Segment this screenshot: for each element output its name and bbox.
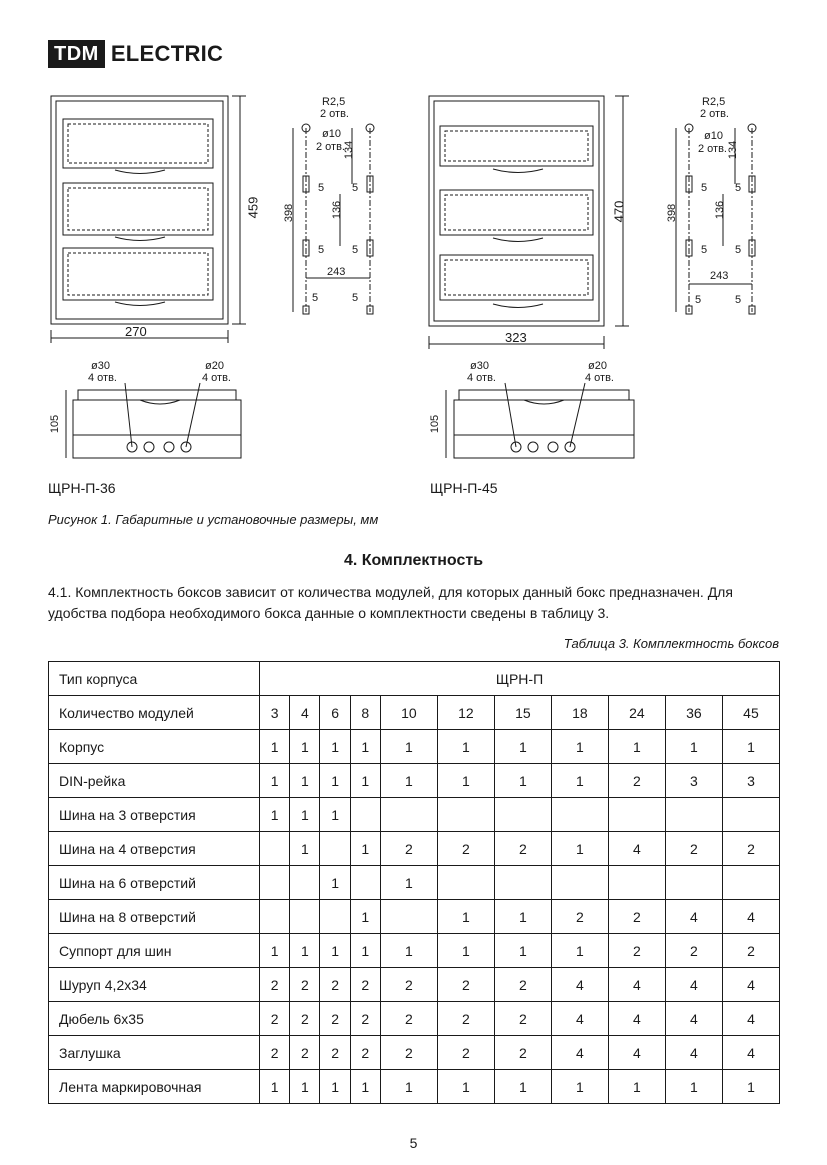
table-cell: 2 bbox=[608, 934, 665, 968]
dim-136-right: 136 bbox=[714, 200, 727, 220]
table-cell: 2 bbox=[260, 1002, 290, 1036]
table-row bbox=[49, 764, 780, 798]
completeness-table bbox=[48, 661, 780, 1104]
table-cell: 1 bbox=[437, 764, 494, 798]
table-cell: 1 bbox=[437, 900, 494, 934]
modules-cell: 45 bbox=[722, 696, 779, 730]
table-cell: 1 bbox=[722, 1070, 779, 1104]
dim-5d-left: 5 bbox=[352, 244, 359, 256]
table-cell: 1 bbox=[551, 1070, 608, 1104]
dim-depth-right: 105 bbox=[429, 414, 442, 434]
dim-134-left: 134 bbox=[343, 140, 356, 160]
table-cell: 1 bbox=[437, 934, 494, 968]
table-cell: 1 bbox=[350, 934, 380, 968]
table-cell: 1 bbox=[260, 798, 290, 832]
table-cell bbox=[290, 900, 320, 934]
table-cell: 4 bbox=[722, 1002, 779, 1036]
table-row bbox=[49, 730, 780, 764]
dim-243-right: 243 bbox=[710, 270, 729, 282]
type-value: ЩРН-П bbox=[260, 662, 780, 696]
dim-5a-right: 5 bbox=[701, 182, 708, 194]
table-cell bbox=[665, 798, 722, 832]
table-cell: 2 bbox=[380, 1036, 437, 1070]
table-cell: 2 bbox=[320, 1036, 350, 1070]
table-cell bbox=[437, 866, 494, 900]
dim-136-left: 136 bbox=[331, 200, 344, 220]
modules-cell: 15 bbox=[494, 696, 551, 730]
table-cell: 1 bbox=[551, 934, 608, 968]
table-cell bbox=[437, 798, 494, 832]
table-cell: 1 bbox=[494, 730, 551, 764]
table-cell bbox=[380, 798, 437, 832]
table-cell: 4 bbox=[608, 968, 665, 1002]
table-cell: 2 bbox=[437, 1036, 494, 1070]
modules-cell: 12 bbox=[437, 696, 494, 730]
table-row bbox=[49, 866, 780, 900]
table-cell: 4 bbox=[722, 900, 779, 934]
table-cell: 1 bbox=[260, 764, 290, 798]
table-cell bbox=[665, 866, 722, 900]
table-cell: 1 bbox=[665, 1070, 722, 1104]
table-cell: 1 bbox=[260, 730, 290, 764]
dim-hole2-count-right: 4 отв. bbox=[585, 372, 614, 384]
table-cell: 2 bbox=[380, 1002, 437, 1036]
table-cell: 4 bbox=[608, 1002, 665, 1036]
table-cell: 4 bbox=[665, 1036, 722, 1070]
table-cell: 2 bbox=[437, 832, 494, 866]
table-cell bbox=[608, 798, 665, 832]
page-number: 5 bbox=[409, 1135, 418, 1151]
table-cell: 1 bbox=[494, 1070, 551, 1104]
dim-dia-right: ø10 bbox=[704, 130, 723, 142]
table-cell bbox=[290, 866, 320, 900]
table-cell: 2 bbox=[722, 934, 779, 968]
section-title: 4. Комплектность bbox=[343, 552, 484, 569]
modules-cell: 8 bbox=[350, 696, 380, 730]
table-cell: 4 bbox=[665, 1002, 722, 1036]
table-cell: 1 bbox=[380, 934, 437, 968]
dim-5d-right: 5 bbox=[735, 244, 742, 256]
brand-logo-box: TDM bbox=[48, 40, 105, 68]
table-row bbox=[49, 968, 780, 1002]
table-row bbox=[49, 900, 780, 934]
table-row bbox=[49, 832, 780, 866]
dim-5b-right: 5 bbox=[735, 182, 742, 194]
table-cell: 2 bbox=[665, 934, 722, 968]
modules-cell: 4 bbox=[290, 696, 320, 730]
table-cell: 4 bbox=[722, 968, 779, 1002]
table-cell bbox=[320, 832, 350, 866]
table-cell: 1 bbox=[320, 934, 350, 968]
modules-label: Количество модулей bbox=[49, 696, 260, 730]
dim-5f-right: 5 bbox=[735, 294, 742, 306]
dim-width-left: 270 bbox=[125, 324, 147, 339]
front-view-left bbox=[51, 96, 246, 343]
row-label: Шина на 3 отверстия bbox=[49, 798, 260, 832]
table-cell: 2 bbox=[437, 968, 494, 1002]
dim-dia-left: ø10 bbox=[322, 128, 341, 140]
table-cell: 1 bbox=[380, 730, 437, 764]
table-cell: 2 bbox=[608, 900, 665, 934]
model-label-right: ЩРН-П-45 bbox=[430, 480, 498, 496]
table-cell: 1 bbox=[722, 730, 779, 764]
dim-height-left: 459 bbox=[245, 196, 261, 219]
table-cell: 2 bbox=[380, 832, 437, 866]
dim-hole1-left: ø30 bbox=[91, 360, 110, 372]
table-cell: 1 bbox=[290, 934, 320, 968]
table-cell bbox=[350, 798, 380, 832]
modules-cell: 18 bbox=[551, 696, 608, 730]
table-cell bbox=[551, 798, 608, 832]
dim-hole1-right: ø30 bbox=[470, 360, 489, 372]
modules-cell: 36 bbox=[665, 696, 722, 730]
table-cell: 1 bbox=[320, 730, 350, 764]
dim-5b-left: 5 bbox=[352, 182, 359, 194]
dim-radius-left: R2,5 bbox=[322, 96, 346, 108]
table-cell: 1 bbox=[290, 764, 320, 798]
row-label: Заглушка bbox=[49, 1036, 260, 1070]
table-cell: 2 bbox=[494, 1002, 551, 1036]
table-cell: 2 bbox=[494, 832, 551, 866]
table-cell: 2 bbox=[665, 832, 722, 866]
table-cell bbox=[350, 866, 380, 900]
table-cell bbox=[551, 866, 608, 900]
table-cell: 1 bbox=[437, 1070, 494, 1104]
table-cell bbox=[260, 866, 290, 900]
table-cell: 1 bbox=[290, 832, 320, 866]
side-view-right bbox=[446, 383, 634, 458]
dim-5f-left: 5 bbox=[352, 292, 359, 304]
row-label: Лента маркировочная bbox=[49, 1070, 260, 1104]
section-paragraph: 4.1. Комплектность боксов зависит от количества модулей, для которых данный бокс предназначен. Для удобства подбора необходимого бокса данные о комплектности сведены в таблицу 3. bbox=[48, 584, 733, 621]
table-cell: 1 bbox=[608, 730, 665, 764]
table-cell: 2 bbox=[437, 1002, 494, 1036]
table-cell: 2 bbox=[290, 968, 320, 1002]
modules-cell: 3 bbox=[260, 696, 290, 730]
table-row bbox=[49, 1070, 780, 1104]
table-cell bbox=[722, 866, 779, 900]
dim-radius-holes-right: 2 отв. bbox=[700, 108, 729, 120]
table-row-type bbox=[49, 662, 780, 696]
table-cell: 2 bbox=[608, 764, 665, 798]
table-cell: 3 bbox=[665, 764, 722, 798]
side-view-left bbox=[66, 383, 241, 458]
table-row bbox=[49, 1036, 780, 1070]
table-cell: 1 bbox=[380, 866, 437, 900]
table-cell: 2 bbox=[494, 968, 551, 1002]
table-cell: 1 bbox=[551, 730, 608, 764]
table-cell: 4 bbox=[551, 968, 608, 1002]
type-label: Тип корпуса bbox=[49, 662, 260, 696]
table-cell: 2 bbox=[350, 1002, 380, 1036]
table-cell: 1 bbox=[494, 764, 551, 798]
dim-5e-right: 5 bbox=[695, 294, 702, 306]
table-cell: 1 bbox=[551, 764, 608, 798]
table-cell bbox=[320, 900, 350, 934]
table-cell: 1 bbox=[260, 1070, 290, 1104]
table-cell: 1 bbox=[260, 934, 290, 968]
dim-5c-left: 5 bbox=[318, 244, 325, 256]
table-cell: 2 bbox=[320, 1002, 350, 1036]
table-row bbox=[49, 798, 780, 832]
table-cell bbox=[260, 832, 290, 866]
table-cell: 1 bbox=[350, 764, 380, 798]
table-cell: 1 bbox=[551, 832, 608, 866]
table-cell: 1 bbox=[320, 866, 350, 900]
table-row bbox=[49, 1002, 780, 1036]
table-cell bbox=[494, 866, 551, 900]
dim-398-left: 398 bbox=[283, 203, 296, 223]
dim-depth-left: 105 bbox=[49, 414, 62, 434]
table-cell: 1 bbox=[665, 730, 722, 764]
table-cell: 4 bbox=[551, 1036, 608, 1070]
table-cell: 2 bbox=[350, 1036, 380, 1070]
dim-hole2-count-left: 4 отв. bbox=[202, 372, 231, 384]
table-cell: 2 bbox=[380, 968, 437, 1002]
dim-5c-right: 5 bbox=[701, 244, 708, 256]
table-cell: 1 bbox=[380, 764, 437, 798]
row-label: Дюбель 6х35 bbox=[49, 1002, 260, 1036]
table-cell bbox=[722, 798, 779, 832]
dim-dia-holes-right: 2 отв. bbox=[698, 143, 727, 155]
dim-hole1-count-left: 4 отв. bbox=[88, 372, 117, 384]
table-cell: 2 bbox=[290, 1036, 320, 1070]
table-cell: 1 bbox=[320, 764, 350, 798]
table-cell: 2 bbox=[260, 968, 290, 1002]
dim-134-right: 134 bbox=[727, 140, 740, 160]
table-cell: 1 bbox=[290, 1070, 320, 1104]
table-cell: 2 bbox=[494, 1036, 551, 1070]
dim-hole2-left: ø20 bbox=[205, 360, 224, 372]
table-cell: 1 bbox=[380, 1070, 437, 1104]
row-label: Шина на 4 отверстия bbox=[49, 832, 260, 866]
dim-243-left: 243 bbox=[327, 266, 346, 278]
dim-width-right: 323 bbox=[505, 330, 527, 345]
row-label: Суппорт для шин bbox=[49, 934, 260, 968]
table-cell: 2 bbox=[290, 1002, 320, 1036]
brand-logo-text: ELECTRIC bbox=[110, 41, 224, 66]
table-cell: 3 bbox=[722, 764, 779, 798]
dim-radius-holes-left: 2 отв. bbox=[320, 108, 349, 120]
modules-cell: 24 bbox=[608, 696, 665, 730]
row-label: Шуруп 4,2х34 bbox=[49, 968, 260, 1002]
table-cell: 4 bbox=[608, 1036, 665, 1070]
row-label: Шина на 6 отверстий bbox=[49, 866, 260, 900]
figure-caption: Рисунок 1. Габаритные и установочные размеры, мм bbox=[48, 512, 379, 527]
dim-dia-holes-left: 2 отв. bbox=[316, 141, 345, 153]
table-cell bbox=[380, 900, 437, 934]
dim-radius-right: R2,5 bbox=[702, 96, 726, 108]
table-cell: 4 bbox=[608, 832, 665, 866]
table-cell: 1 bbox=[494, 900, 551, 934]
modules-cell: 10 bbox=[380, 696, 437, 730]
row-label: Корпус bbox=[49, 730, 260, 764]
dim-5e-left: 5 bbox=[312, 292, 319, 304]
table-cell: 1 bbox=[350, 1070, 380, 1104]
table-cell: 1 bbox=[350, 832, 380, 866]
row-label: DIN-рейка bbox=[49, 764, 260, 798]
table-cell: 4 bbox=[665, 900, 722, 934]
dim-5a-left: 5 bbox=[318, 182, 325, 194]
table-row-modules bbox=[49, 696, 780, 730]
model-label-left: ЩРН-П-36 bbox=[48, 480, 116, 496]
table-row bbox=[49, 934, 780, 968]
table-cell: 1 bbox=[320, 798, 350, 832]
row-label: Шина на 8 отверстий bbox=[49, 900, 260, 934]
table-cell: 1 bbox=[437, 730, 494, 764]
table-cell: 1 bbox=[290, 798, 320, 832]
dim-398-right: 398 bbox=[666, 203, 679, 223]
table-cell bbox=[494, 798, 551, 832]
table-cell: 1 bbox=[320, 1070, 350, 1104]
table-cell bbox=[608, 866, 665, 900]
dim-hole2-right: ø20 bbox=[588, 360, 607, 372]
table-cell: 1 bbox=[494, 934, 551, 968]
table-cell: 4 bbox=[722, 1036, 779, 1070]
table-cell: 1 bbox=[608, 1070, 665, 1104]
modules-cell: 6 bbox=[320, 696, 350, 730]
table-cell bbox=[260, 900, 290, 934]
table-cell: 4 bbox=[665, 968, 722, 1002]
table-caption: Таблица 3. Комплектность боксов bbox=[563, 636, 779, 651]
dim-hole1-count-right: 4 отв. bbox=[467, 372, 496, 384]
front-view-right bbox=[429, 96, 629, 349]
table-cell: 2 bbox=[320, 968, 350, 1002]
table-cell: 2 bbox=[260, 1036, 290, 1070]
table-cell: 4 bbox=[551, 1002, 608, 1036]
table-cell: 1 bbox=[350, 900, 380, 934]
table-cell: 2 bbox=[350, 968, 380, 1002]
table-cell: 1 bbox=[350, 730, 380, 764]
table-cell: 2 bbox=[551, 900, 608, 934]
table-cell: 1 bbox=[290, 730, 320, 764]
table-cell: 2 bbox=[722, 832, 779, 866]
dim-height-right: 470 bbox=[611, 200, 627, 223]
